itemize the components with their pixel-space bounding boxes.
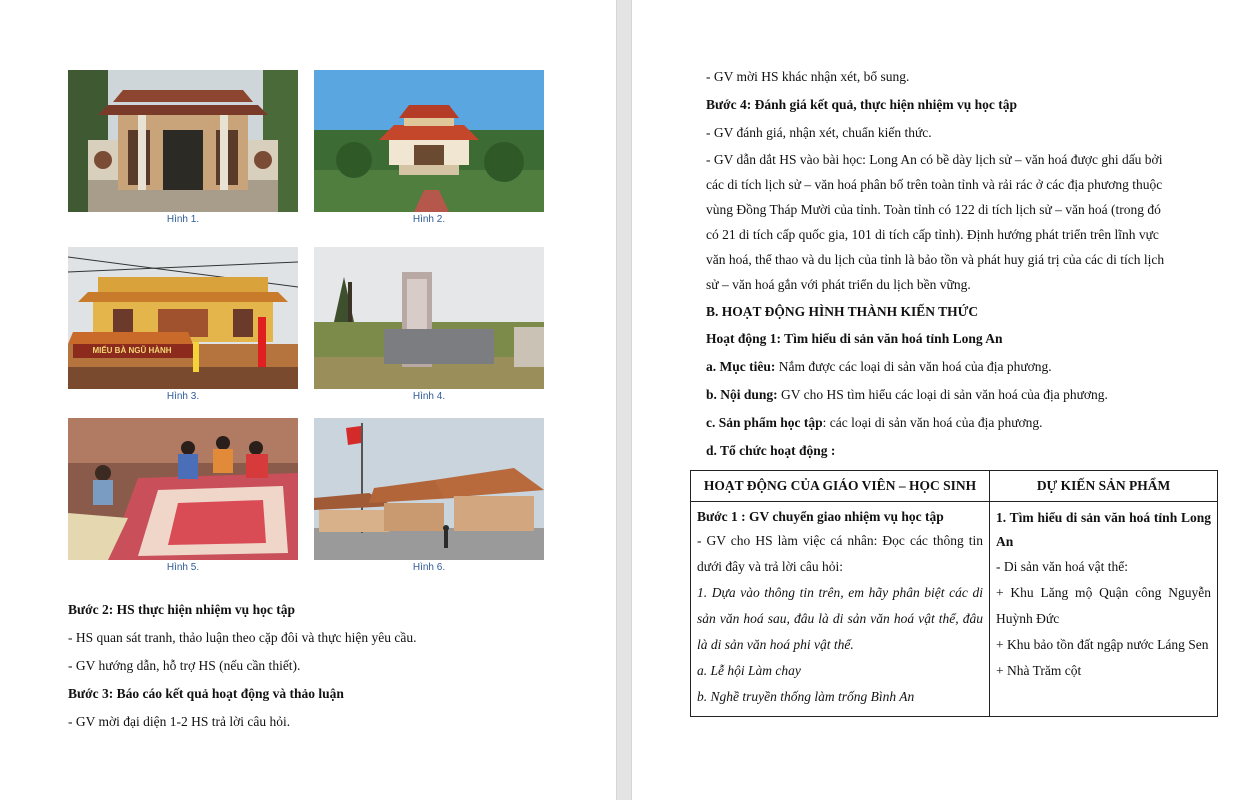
figure-1-caption: Hình 1. xyxy=(166,214,200,225)
figure-6 xyxy=(314,418,544,574)
left-line-2: - HS quan sát tranh, thảo luận theo cặp đôi và thực hiện yêu cầu. xyxy=(68,630,417,645)
figure-3 xyxy=(68,247,298,403)
objective-text: Nắm được các loại di sản văn hoá của địa phương. xyxy=(775,359,1052,374)
pavilion-photo xyxy=(314,418,544,560)
objective-line xyxy=(706,359,1052,375)
item-a: a. Lễ hội Làm chay xyxy=(697,663,801,678)
table-header-row xyxy=(691,471,1218,502)
right-line-1: - GV mời HS khác nhận xét, bổ sung. xyxy=(706,69,910,84)
table-cell-activities xyxy=(691,502,990,717)
product-text: : các loại di sản văn hoá của địa phương. xyxy=(822,415,1043,430)
step4-heading: Bước 4: Đánh giá kết quả, thực hiện nhiệm vụ học tập xyxy=(706,97,1017,112)
activity-1-heading: Hoạt động 1: Tìm hiểu di sản văn hoá tỉnh Long An xyxy=(706,331,1003,346)
task-instruction: - GV cho HS làm việc cá nhân: Đọc các thông tin dưới đây và trả lời câu hỏi: xyxy=(697,533,983,574)
objective-label: a. Mục tiêu: xyxy=(706,359,776,374)
item-b: b. Nghề truyền thống làm trống Bình An xyxy=(697,689,915,704)
question-text: 1. Dựa vào thông tin trên, em hãy phân biệt các di sản văn hoá sau, đâu là di sản văn hoá vật thể, đâu là di sản văn hoá phi vật thể. xyxy=(697,585,983,652)
left-line-3: - GV hướng dẫn, hỗ trợ HS (nếu cần thiết). xyxy=(68,658,301,673)
table-header-teacher-student: HOẠT ĐỘNG CỦA GIÁO VIÊN – HỌC SINH xyxy=(691,471,990,502)
figure-2 xyxy=(314,70,544,226)
product-line xyxy=(706,415,1043,431)
intro-line-1: - GV dẫn dắt HS vào bài học: Long An có bề dày lịch sử – văn hoá được ghi dấu bởi xyxy=(706,152,1163,167)
content-label: b. Nội dung: xyxy=(706,387,778,402)
figure-6-caption: Hình 6. xyxy=(412,562,446,573)
intro-line-5: văn hoá, thể thao và du lịch của tỉnh là bảo tồn và phát huy giá trị của các di tích lịch xyxy=(706,252,1165,267)
product-item-3: + Nhà Trăm cột xyxy=(996,663,1082,678)
step1-heading: Bước 1 : GV chuyển giao nhiệm vụ học tập xyxy=(697,509,944,524)
shrine-photo xyxy=(68,247,298,389)
document-page-left xyxy=(0,0,616,800)
figure-1 xyxy=(68,70,298,226)
intro-line-3: vùng Đồng Tháp Mười của tỉnh. Toàn tỉnh có 122 di tích lịch sử – văn hoá (trong đó xyxy=(706,202,1161,217)
table-row xyxy=(691,502,1218,717)
product-label: c. Sản phẩm học tập xyxy=(706,415,823,430)
figure-4-caption: Hình 4. xyxy=(412,391,446,402)
figure-4 xyxy=(314,247,544,403)
stele-monument-photo xyxy=(314,247,544,389)
figure-5 xyxy=(68,418,298,574)
document-page-right xyxy=(632,0,1242,800)
activity-table xyxy=(690,470,1218,717)
organize-heading: d. Tổ chức hoạt động : xyxy=(706,443,836,458)
right-line-3: - GV đánh giá, nhận xét, chuẩn kiến thức. xyxy=(706,125,932,140)
shrine-sign-text: MIẾU BÀ NGŨ HÀNH xyxy=(92,346,172,355)
product-sub: - Di sản văn hoá vật thể: xyxy=(996,559,1128,574)
table-cell-products xyxy=(990,502,1218,717)
left-line-5: - GV mời đại diện 1-2 HS trả lời câu hỏi. xyxy=(68,714,291,729)
figure-2-caption: Hình 2. xyxy=(412,214,446,225)
figure-3-caption: Hình 3. xyxy=(166,391,200,402)
section-b-heading: B. HOẠT ĐỘNG HÌNH THÀNH KIẾN THỨC xyxy=(706,304,979,319)
intro-line-4: có 21 di tích cấp quốc gia, 101 di tích cấp tỉnh). Định hướng phát triển trên lĩnh vực xyxy=(706,227,1159,242)
table-header-expected-product: DỰ KIẾN SẢN PHẨM xyxy=(990,471,1218,502)
step2-heading: Bước 2: HS thực hiện nhiệm vụ học tập xyxy=(68,602,295,617)
content-text: GV cho HS tìm hiểu các loại di sản văn hoá của địa phương. xyxy=(777,387,1108,402)
intro-line-2: các di tích lịch sử – văn hoá phân bố trên toàn tỉnh và rải rác ở các địa phương thuộc xyxy=(706,177,1163,192)
content-line xyxy=(706,387,1108,403)
intro-line-6: sử – văn hoá gắn với phát triển du lịch bền vững. xyxy=(706,277,971,292)
mat-weaving-photo xyxy=(68,418,298,560)
product-heading: 1. Tìm hiểu di sản văn hoá tỉnh Long An xyxy=(996,510,1211,549)
figure-5-caption: Hình 5. xyxy=(166,562,200,573)
memorial-house-photo xyxy=(314,70,544,212)
product-item-2: + Khu bảo tồn đất ngập nước Láng Sen xyxy=(996,637,1209,652)
product-item-1: + Khu Lăng mộ Quận công Nguyễn Huỳnh Đức xyxy=(996,585,1211,626)
page-gap xyxy=(616,0,632,800)
temple-gate-photo xyxy=(68,70,298,212)
step3-heading: Bước 3: Báo cáo kết quả hoạt động và thảo luận xyxy=(68,686,344,701)
